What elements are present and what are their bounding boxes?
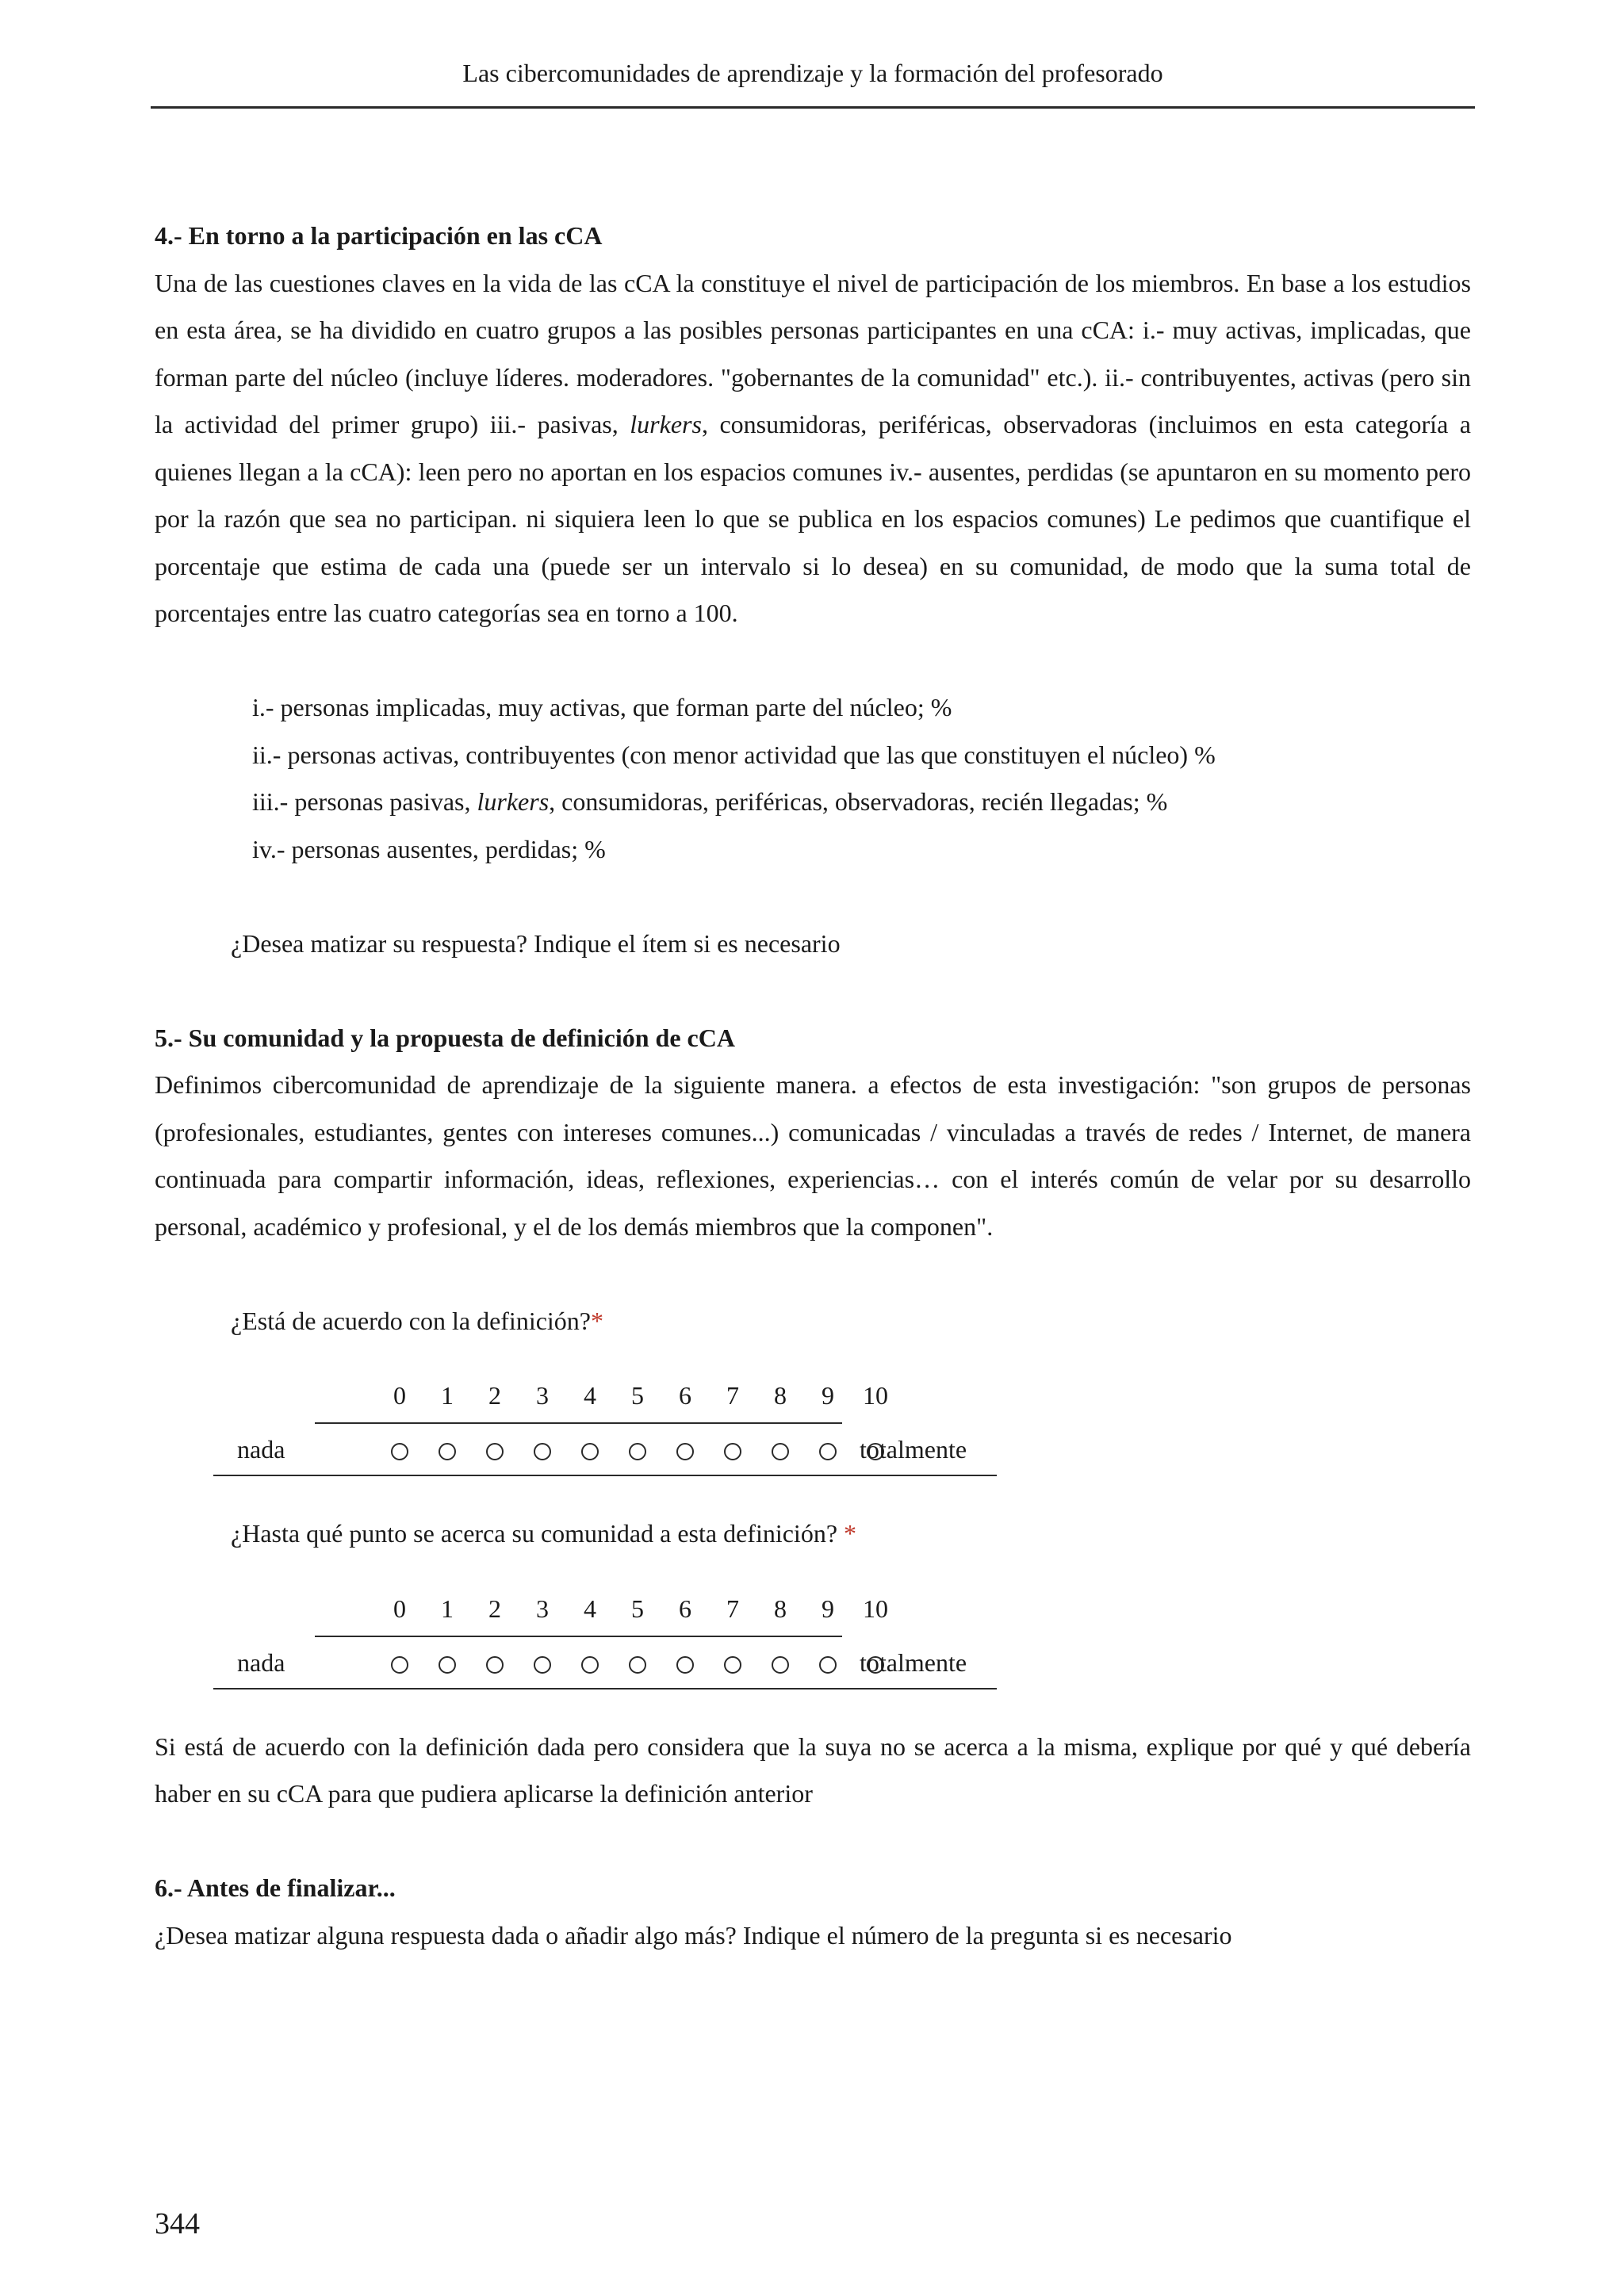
scale-radio-0[interactable]	[391, 1443, 408, 1460]
scale-radio-2[interactable]	[486, 1656, 504, 1674]
scale-label-nada: nada	[237, 1647, 285, 1677]
scale-number-3: 3	[536, 1381, 549, 1410]
scale-number-6: 6	[679, 1381, 691, 1410]
scale-radio-9[interactable]	[819, 1443, 837, 1460]
section-6-title: 6.- Antes de finalizar...	[155, 1873, 396, 1902]
scale-radio-5[interactable]	[629, 1443, 646, 1460]
participation-item-i: i.- personas implicadas, muy activas, que forman parte del núcleo; %	[252, 693, 952, 721]
scale-number-0: 0	[393, 1381, 406, 1410]
section-4-paragraph-part1: Una de las cuestiones claves en la vida de las cCA la constituye el nivel de participación de los miembros. En base a los estudios en esta área, se ha dividido en cuatro grupos a las posibles personas participantes en una cCA: i.- muy activas, implicadas, que forman parte del núcleo (incluye líderes. moderadores. "gobernantes de la comunidad" etc.). ii.- contribuyentes, activas (pero sin la actividad del primer grupo) iii.- pasivas,	[155, 268, 1471, 438]
participation-item-iii-lurkers: lurkers	[477, 787, 550, 816]
scale-radio-6[interactable]	[676, 1443, 694, 1460]
participation-item-iii	[252, 779, 1471, 826]
section-4-paragraph-lurkers: lurkers	[630, 410, 702, 438]
closeness-scale-numbers	[388, 1585, 911, 1632]
agreement-scale-numbers	[388, 1372, 911, 1419]
section-6-text: ¿Desea matizar alguna respuesta dada o añadir algo más? Indique el número de la pregunta si es necesario	[155, 1920, 1232, 1950]
scale-number-10: 10	[863, 1381, 888, 1410]
scale-radio-1[interactable]	[439, 1656, 456, 1674]
participation-item-iv: iv.- personas ausentes, perdidas; %	[252, 834, 606, 863]
section-5-closing: Si está de acuerdo con la definición dada pero considera que la suya no se acerca a la misma, explique por qué y qué debería haber en su cCA para que pudiera aplicarse la definición anterior	[155, 1732, 1471, 1808]
scale-number-10: 10	[863, 1594, 888, 1623]
scale-radio-6[interactable]	[676, 1656, 694, 1674]
required-asterisk: *	[591, 1306, 603, 1335]
question-agree-definition	[155, 1298, 1471, 1345]
scale-number-8: 8	[774, 1381, 787, 1410]
participation-item-iii-after: , consumidoras, periféricas, observadoras, recién llegadas; %	[549, 787, 1168, 816]
question-agree-definition-text: ¿Está de acuerdo con la definición?	[231, 1306, 591, 1335]
scale-rule	[315, 1422, 842, 1424]
scale-radio-1[interactable]	[439, 1443, 456, 1460]
scale-number-7: 7	[726, 1381, 739, 1410]
scale-number-5: 5	[631, 1381, 644, 1410]
participation-item-ii: ii.- personas activas, contribuyentes (con menor actividad que las que constituyen el núcleo) %	[252, 740, 1216, 769]
scale-radio-8[interactable]	[772, 1656, 789, 1674]
scale-number-4: 4	[584, 1381, 596, 1410]
scale-label-totalmente: totalmente	[860, 1647, 967, 1677]
scale-radio-4[interactable]	[581, 1656, 599, 1674]
required-asterisk: *	[844, 1519, 857, 1548]
section-5-paragraph: Definimos cibercomunidad de aprendizaje de la siguiente manera. a efectos de esta investigación: "son grupos de personas (profesionales, estudiantes, gentes con intereses comunes...) comunicadas / vinculadas a través de redes / Internet, de manera continuada para compartir información, ideas, reflexiones, experiencias… con el interés común de velar por su desarrollo personal, académico y profesional, y el de los demás miembros que la componen".	[155, 1070, 1471, 1241]
scale-radio-0[interactable]	[391, 1656, 408, 1674]
scale-label-nada: nada	[237, 1435, 285, 1464]
scale-number-6: 6	[679, 1594, 691, 1623]
scale-number-1: 1	[441, 1381, 454, 1410]
scale-radio-3[interactable]	[534, 1443, 551, 1460]
scale-number-2: 2	[488, 1381, 501, 1410]
scale-number-3: 3	[536, 1594, 549, 1623]
section-4-title: 4.- En torno a la participación en las cCA	[155, 221, 603, 250]
question-community-closeness	[155, 1510, 1471, 1558]
participation-item-list	[155, 684, 1471, 873]
section-4-paragraph-part2: , consumidoras, periféricas, observadoras (incluimos en esta categoría a quienes llegan a la cCA): leen pero no aportan en los espacios comunes iv.- ausentes, perdidas (se apuntaron en su momento pero por la razón que sea no participan. ni siquiera leen lo que se publica en los espacios comunes) Le pedimos que cuantifique el porcentaje que estima de cada una (puede ser un intervalo si lo desea) en su comunidad, de modo que la suma total de porcentajes entre las cuatro categorías sea en torno a 100.	[155, 410, 1472, 627]
scale-number-1: 1	[441, 1594, 454, 1623]
agreement-scale	[213, 1372, 997, 1477]
scale-radio-8[interactable]	[772, 1443, 789, 1460]
scale-radio-9[interactable]	[819, 1656, 837, 1674]
scale-number-2: 2	[488, 1594, 501, 1623]
scale-number-7: 7	[726, 1594, 739, 1623]
page-body	[155, 212, 1471, 1959]
page-number: 344	[155, 2207, 200, 2241]
section-4-followup: ¿Desea matizar su respuesta? Indique el ítem si es necesario	[231, 928, 841, 958]
closeness-scale-row	[213, 1639, 997, 1686]
scale-radio-7[interactable]	[724, 1656, 741, 1674]
scale-label-totalmente: totalmente	[860, 1435, 967, 1464]
scale-number-8: 8	[774, 1594, 787, 1623]
scale-rule	[213, 1475, 997, 1476]
section-5-title: 5.- Su comunidad y la propuesta de definición de cCA	[155, 1023, 735, 1052]
scale-rule	[315, 1636, 842, 1637]
scale-number-5: 5	[631, 1594, 644, 1623]
scale-radio-7[interactable]	[724, 1443, 741, 1460]
scale-radio-3[interactable]	[534, 1656, 551, 1674]
agreement-scale-row	[213, 1425, 997, 1473]
scale-radio-5[interactable]	[629, 1656, 646, 1674]
header-rule	[151, 106, 1475, 109]
scale-number-9: 9	[822, 1594, 834, 1623]
scale-number-4: 4	[584, 1594, 596, 1623]
scale-rule	[213, 1688, 997, 1689]
question-community-closeness-text: ¿Hasta qué punto se acerca su comunidad a esta definición?	[231, 1519, 845, 1548]
scale-radio-4[interactable]	[581, 1443, 599, 1460]
closeness-scale	[213, 1585, 997, 1690]
running-header: Las cibercomunidades de aprendizaje y la formación del profesorado	[462, 59, 1163, 87]
scale-number-0: 0	[393, 1594, 406, 1623]
participation-item-iii-before: iii.- personas pasivas,	[252, 787, 477, 816]
scale-number-9: 9	[822, 1381, 834, 1410]
scale-radio-2[interactable]	[486, 1443, 504, 1460]
section-4-paragraph	[155, 260, 1471, 637]
